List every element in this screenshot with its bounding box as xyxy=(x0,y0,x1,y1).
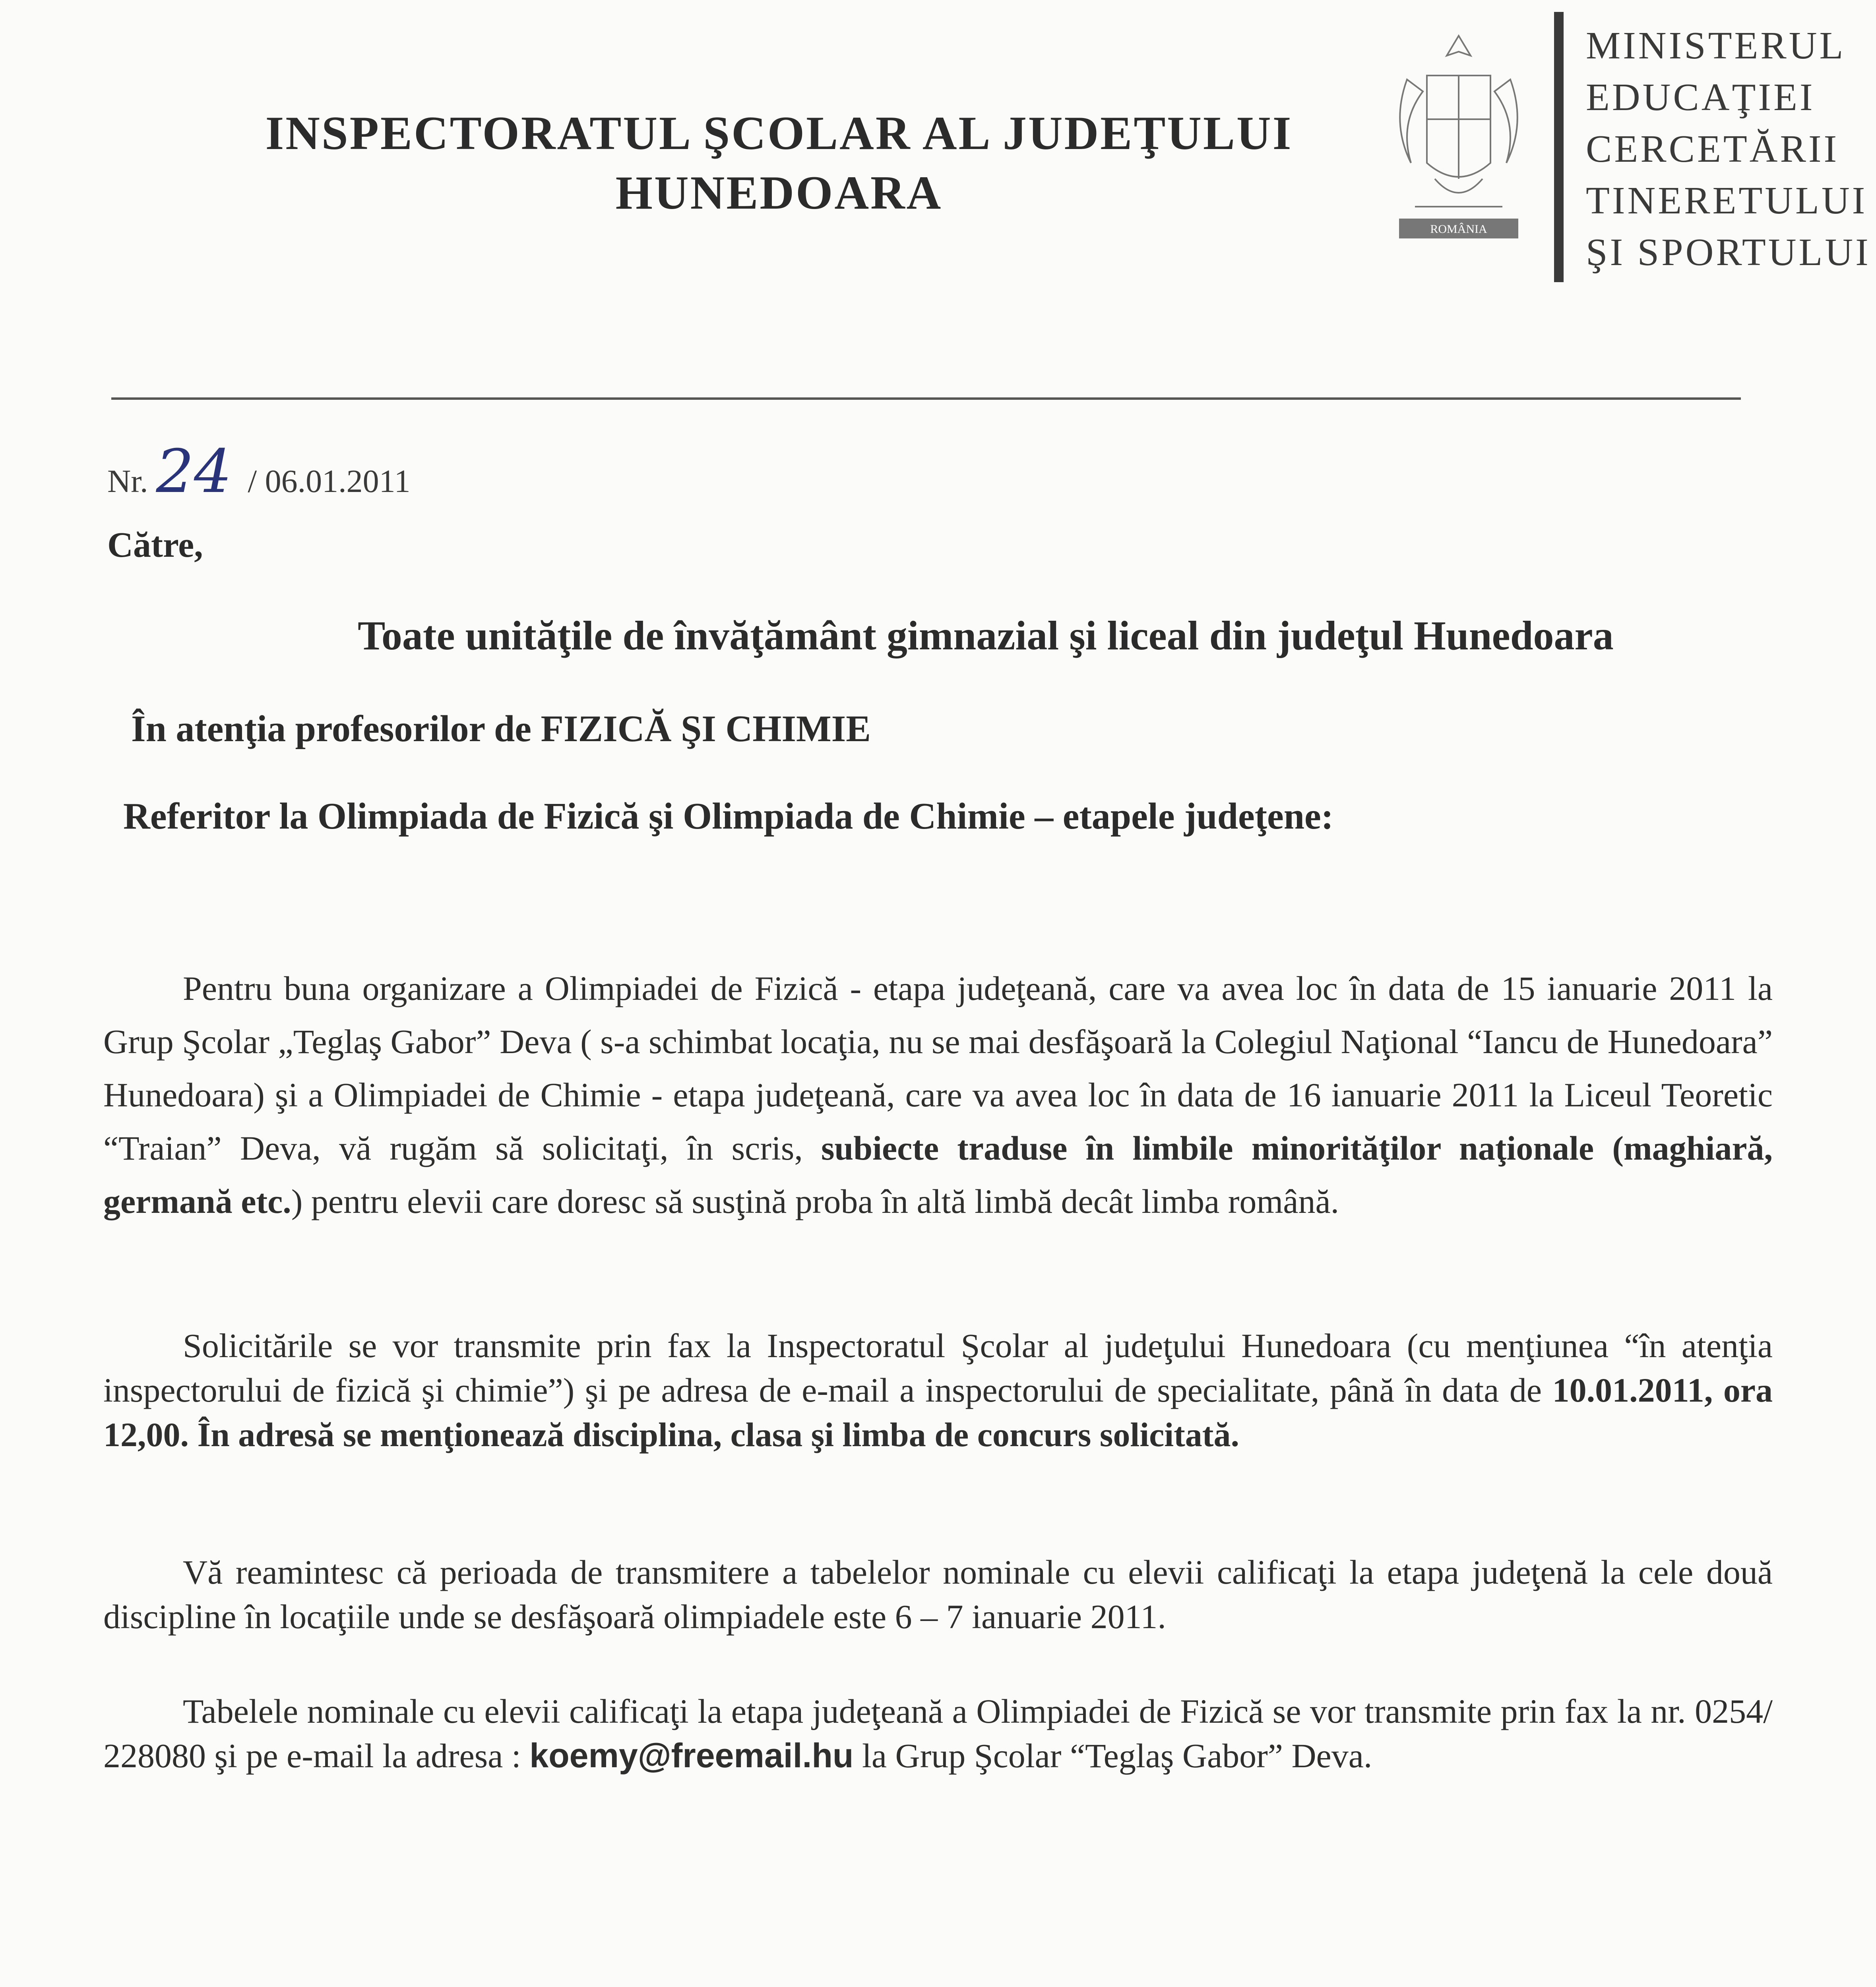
p2-text-a: Solicitările se vor transmite prin fax la Inspectoratul Şcolar al judeţului Hunedoara (cu menţiunea “în atenţia inspectorului de fizică şi chimie”) şi pe adresa de e-mail a inspectorului de specialitate, până în data de xyxy=(103,1327,1773,1409)
p1-text-b: ) pentru elevii care doresc să susţină proba în altă limbă decât limba română. xyxy=(291,1182,1339,1220)
crest-label: ROMÂNIA xyxy=(1430,223,1487,236)
paragraph-3 xyxy=(103,1550,1773,1639)
header-divider xyxy=(111,397,1741,400)
document-date: / 06.01.2011 xyxy=(248,463,411,499)
registration-number xyxy=(107,437,411,506)
paragraph-4 xyxy=(103,1689,1773,1778)
salutation: Către, xyxy=(107,525,203,565)
institution-line-2: HUNEDOARA xyxy=(615,166,943,219)
ministry-line-3: CERCETĂRII xyxy=(1586,128,1839,170)
ministry-line-5: ŞI SPORTULUI xyxy=(1586,231,1871,274)
p4-text-a: Tabelele nominale cu elevii calificaţi la etapa judeţeană a Olimpiadei de Fizică se vor transmite prin fax la nr. 0254/ 228080 şi pe e-mail la adresa : xyxy=(103,1692,1773,1775)
ministry-divider xyxy=(1554,12,1564,282)
p3-text: Vă reamintesc că perioada de transmitere a tabelelor nominale cu elevii calificaţi la etapa judeţenă la cele două discipline în locaţiile unde se desfăşoară olimpiadele este 6 – 7 ianuarie 2011. xyxy=(103,1553,1773,1636)
p1-text-a: Pentru buna organizare a Olimpiadei de Fizică - etapa judeţeană, care va avea loc în data de 15 ianuarie 2011 la Grup Şcolar „Teglaş Gabor” Deva ( s-a schimbat locaţia, nu se mai desfăşoară la Colegiul Naţional “Iancu de Hunedoara” Hunedoara) şi a Olimpiadei de Chimie - etapa judeţeană, care va avea loc în data de 16 ianuarie 2011 la Liceul Teoretic “Traian” Deva, vă rugăm să solicitaţi, în scris, xyxy=(103,969,1773,1167)
ministry-name xyxy=(1586,20,1871,278)
attention-line: În atenţia profesorilor de FIZICĂ ŞI CHIMIE xyxy=(131,708,871,749)
nr-value: 24 xyxy=(156,437,232,506)
paragraph-2 xyxy=(103,1323,1773,1457)
ministry-line-4: TINERETULUI xyxy=(1586,179,1868,222)
recipient: Toate unităţile de învăţământ gimnazial şi liceal din judeţul Hunedoara xyxy=(358,613,1614,658)
ministry-line-2: EDUCAŢIEI xyxy=(1586,76,1815,119)
olympiad-email-link[interactable]: koemy@freemail.hu xyxy=(529,1737,854,1775)
p1-text-bold: subiecte traduse în limbile minorităţilor naţionale (maghiară, germană etc. xyxy=(103,1129,1773,1220)
p2-text-bold: 10.01.2011, ora 12,00. În adresă se menţionează disciplina, clasa şi limba de concurs solicitată. xyxy=(103,1371,1773,1454)
nr-label: Nr. xyxy=(107,463,148,499)
p4-text-b: la Grup Şcolar “Teglaş Gabor” Deva. xyxy=(862,1737,1372,1775)
coat-of-arms-icon xyxy=(1375,20,1542,258)
institution-line-1: INSPECTORATUL ŞCOLAR AL JUDEŢULUI xyxy=(265,107,1293,159)
paragraph-1 xyxy=(103,962,1773,1228)
subject-line: Referitor la Olimpiada de Fizică şi Olimpiada de Chimie – etapele judeţene: xyxy=(123,796,1334,837)
institution-title xyxy=(223,103,1335,223)
ministry-line-1: MINISTERUL xyxy=(1586,24,1846,67)
